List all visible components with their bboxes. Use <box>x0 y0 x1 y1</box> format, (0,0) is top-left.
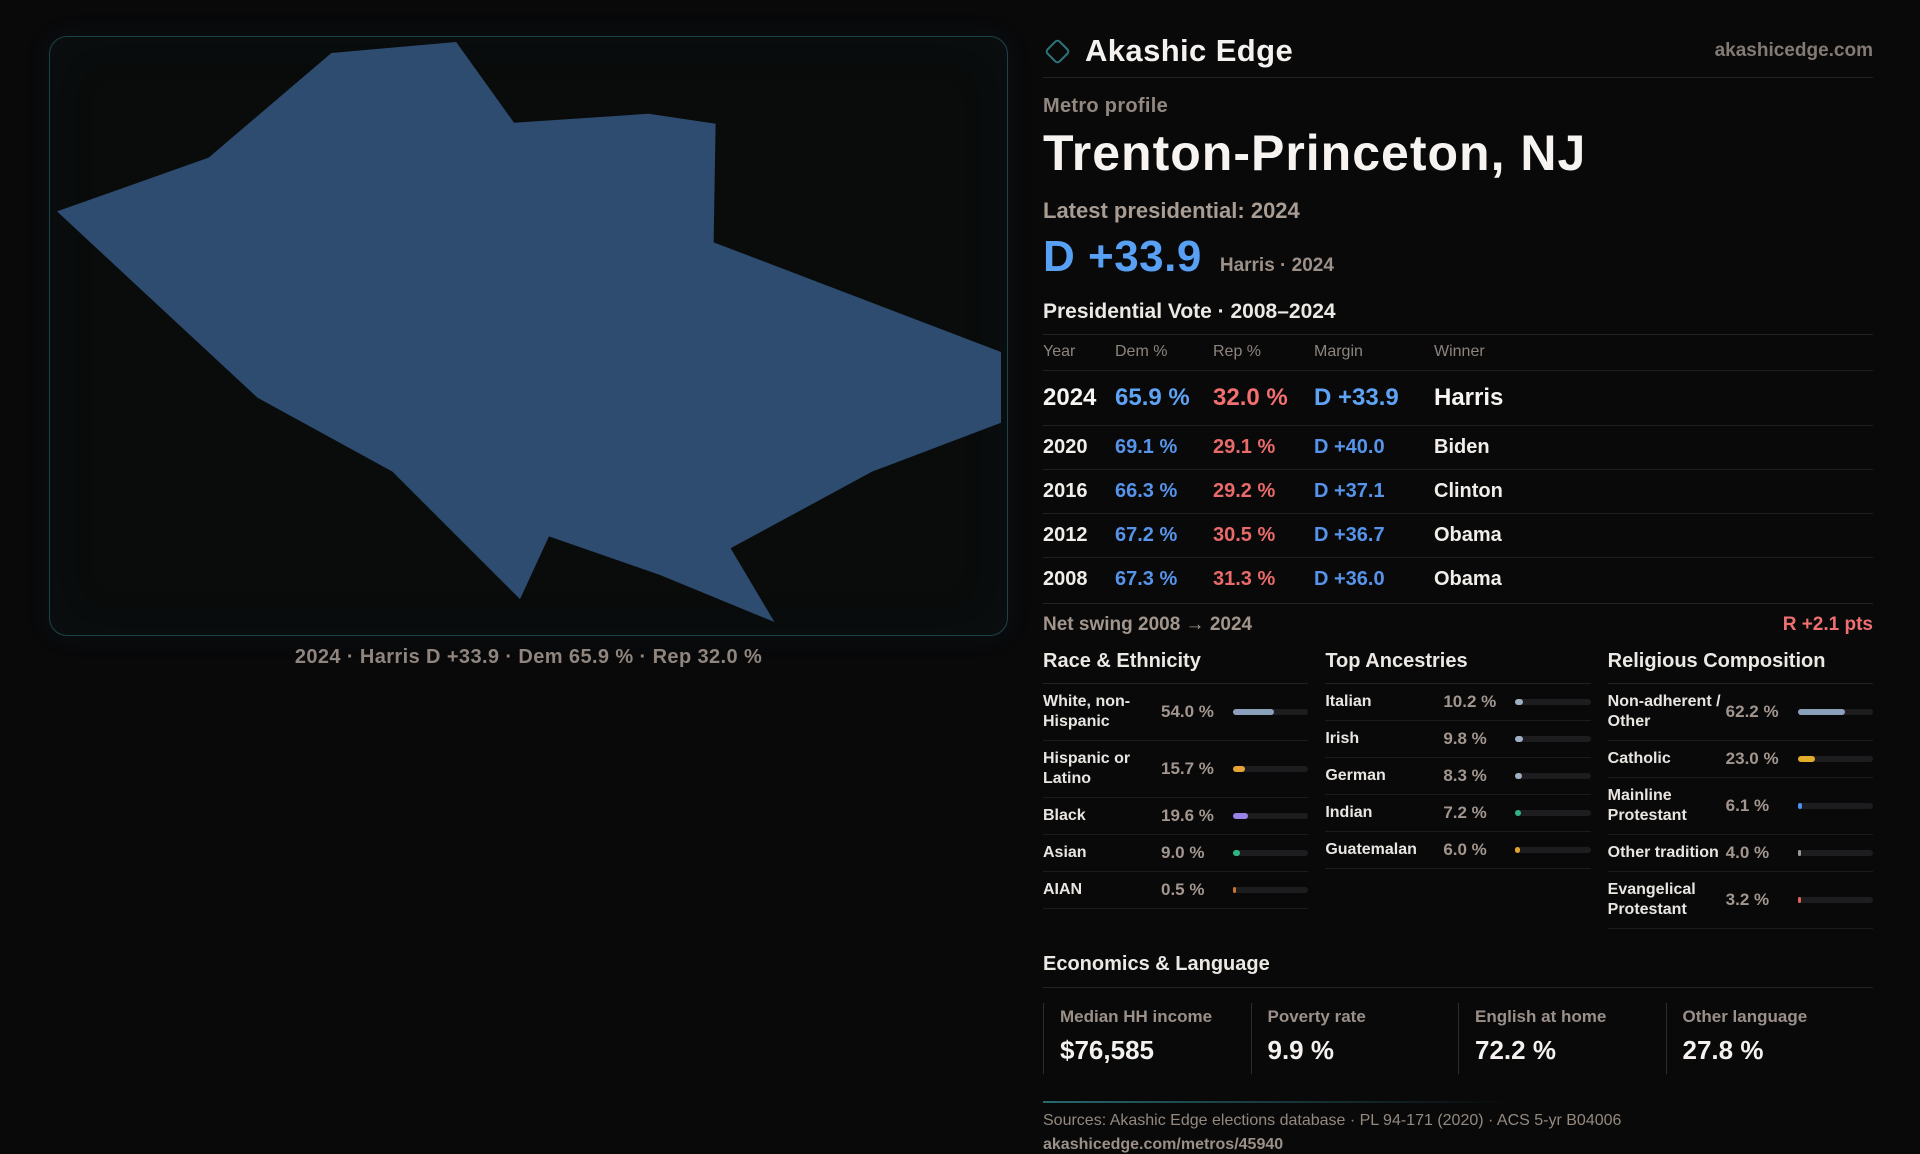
page-title: Trenton-Princeton, NJ <box>1043 125 1587 181</box>
list-item <box>1043 835 1308 872</box>
stat-block <box>1666 1003 1874 1074</box>
stat-bar-track <box>1798 850 1873 856</box>
economics-language-section <box>1043 953 1873 1074</box>
stat-bar-fill <box>1233 813 1248 819</box>
cell-dem: 65.9 % <box>1115 384 1190 411</box>
stat-label: Other language <box>1682 1007 1808 1026</box>
permalink[interactable]: akashicedge.com/metros/45940 <box>1043 1136 1284 1153</box>
stat-bar-track <box>1798 897 1873 903</box>
cell-rep: 29.2 % <box>1213 480 1276 502</box>
list-item <box>1043 798 1308 835</box>
metro-map-card <box>49 36 1008 636</box>
cell-dem: 69.1 % <box>1115 436 1178 458</box>
list-item <box>1325 721 1590 758</box>
list-item <box>1325 684 1590 721</box>
stat-bar-fill <box>1515 699 1523 705</box>
stat-value: 62.2 % <box>1725 702 1779 721</box>
cell-winner: Clinton <box>1434 480 1503 502</box>
cell-rep: 29.1 % <box>1213 436 1276 458</box>
stat-label: Hispanic or Latino <box>1043 750 1131 787</box>
col-rep: Rep % <box>1213 343 1262 360</box>
stat-bar-fill <box>1798 709 1845 715</box>
cell-margin: D +37.1 <box>1314 480 1385 502</box>
metro-map <box>50 37 1007 635</box>
stat-bar-track <box>1233 813 1308 819</box>
stat-bar-fill <box>1798 897 1801 903</box>
stat-bar-fill <box>1798 756 1815 762</box>
list-item <box>1325 795 1590 832</box>
list-item <box>1608 741 1873 778</box>
list-item <box>1608 872 1873 929</box>
stat-value: 6.0 % <box>1443 840 1487 859</box>
stat-value: 4.0 % <box>1725 843 1770 862</box>
stat-bar-track <box>1515 736 1590 742</box>
stat-label: Guatemalan <box>1325 841 1417 858</box>
stat-value: 0.5 % <box>1161 880 1205 899</box>
map-caption: 2024 · Harris D +33.9 · Dem 65.9 % · Rep 32.0 % <box>294 646 763 668</box>
stat-label: Irish <box>1325 730 1360 747</box>
list-item <box>1043 741 1308 798</box>
cell-margin: D +33.9 <box>1314 384 1399 411</box>
stat-label: Black <box>1043 807 1086 824</box>
stat-block <box>1251 1003 1459 1074</box>
stat-block <box>1043 1003 1251 1074</box>
stat-bar-fill <box>1233 887 1236 893</box>
cell-winner: Obama <box>1434 568 1502 590</box>
stat-value: 15.7 % <box>1161 759 1214 778</box>
stat-bar-fill <box>1233 709 1274 715</box>
stat-value: 10.2 % <box>1443 692 1497 711</box>
stat-value: 9.8 % <box>1443 729 1487 748</box>
cell-dem: 66.3 % <box>1115 480 1178 502</box>
headline-margin <box>1043 232 1873 282</box>
stat-value: 9.0 % <box>1161 843 1205 862</box>
section-title: Top Ancestries <box>1325 650 1590 684</box>
col-year: Year <box>1043 343 1076 360</box>
cell-year: 2012 <box>1043 524 1088 546</box>
stat-bar-fill <box>1798 803 1803 809</box>
cell-winner: Harris <box>1434 384 1504 411</box>
list-item <box>1325 832 1590 869</box>
list-item <box>1325 758 1590 795</box>
stat-block <box>1458 1003 1666 1074</box>
stat-bar-fill <box>1515 810 1520 816</box>
metro-shape <box>57 42 1001 622</box>
net-swing-value: R +2.1 pts <box>1782 614 1873 635</box>
cell-dem: 67.3 % <box>1115 568 1178 590</box>
stat-bar-track <box>1798 803 1873 809</box>
stat-value: 8.3 % <box>1443 766 1487 785</box>
col-dem: Dem % <box>1115 343 1168 360</box>
race-ethnicity-section <box>1043 650 1308 929</box>
stat-label: Italian <box>1325 693 1372 710</box>
brand-header <box>1043 30 1873 72</box>
stat-label: Asian <box>1043 844 1087 861</box>
presidential-vote-table <box>1043 334 1873 638</box>
stat-value: 9.9 % <box>1267 1035 1334 1065</box>
stat-value: 3.2 % <box>1725 890 1770 909</box>
col-winner: Winner <box>1434 343 1485 360</box>
stat-value: 27.8 % <box>1682 1035 1764 1065</box>
table-row <box>1043 370 1873 425</box>
religious-composition-section <box>1608 650 1873 929</box>
stat-label: Evangelical Protestant <box>1607 881 1696 918</box>
net-swing-row <box>1043 603 1873 638</box>
headline-margin-context: Harris · 2024 <box>1219 255 1334 276</box>
cell-year: 2024 <box>1043 384 1097 411</box>
stat-value: 19.6 % <box>1161 806 1214 825</box>
cell-margin: D +36.0 <box>1314 568 1385 590</box>
list-item <box>1608 778 1873 835</box>
stat-bar-fill <box>1515 736 1522 742</box>
stat-bar-track <box>1233 766 1308 772</box>
demographics-columns <box>1043 650 1873 929</box>
profile-kicker: Metro profile <box>1043 95 1169 117</box>
footer <box>1043 1101 1873 1154</box>
col-margin: Margin <box>1314 343 1363 360</box>
stat-bar-track <box>1515 773 1590 779</box>
stat-label: Other tradition <box>1607 844 1719 861</box>
stat-value: 6.1 % <box>1725 796 1770 815</box>
stat-label: Catholic <box>1607 750 1671 767</box>
top-ancestries-section <box>1325 650 1590 929</box>
stat-bar-track <box>1515 847 1590 853</box>
stat-bar-fill <box>1798 850 1801 856</box>
stat-bar-track <box>1798 756 1873 762</box>
footer-divider <box>1043 1101 1509 1103</box>
vote-table-title: Presidential Vote · 2008–2024 <box>1043 300 1336 323</box>
brand-name: Akashic Edge <box>1085 33 1294 68</box>
profile-panel <box>1043 30 1873 1154</box>
list-item <box>1043 872 1308 909</box>
cell-year: 2008 <box>1043 568 1088 590</box>
cell-dem: 67.2 % <box>1115 524 1178 546</box>
list-item <box>1043 684 1308 741</box>
cell-rep: 32.0 % <box>1213 384 1288 411</box>
stat-value: 54.0 % <box>1161 702 1214 721</box>
cell-winner: Obama <box>1434 524 1502 546</box>
stat-label: German <box>1325 767 1386 784</box>
header-divider <box>1043 77 1873 78</box>
section-title: Religious Composition <box>1608 650 1873 684</box>
stat-value: 7.2 % <box>1443 803 1487 822</box>
brand-domain-link[interactable]: akashicedge.com <box>1714 40 1873 61</box>
stat-label: AIAN <box>1043 881 1083 898</box>
table-row <box>1043 469 1873 513</box>
section-title: Race & Ethnicity <box>1043 650 1308 684</box>
stat-label: Poverty rate <box>1267 1007 1366 1026</box>
table-row <box>1043 425 1873 469</box>
stat-value: 72.2 % <box>1475 1035 1556 1065</box>
cell-margin: D +36.7 <box>1314 524 1385 546</box>
list-item <box>1608 684 1873 741</box>
stat-bar-fill <box>1515 773 1521 779</box>
table-header-row <box>1043 334 1873 370</box>
headline-margin-value: D +33.9 <box>1043 232 1202 281</box>
stat-bar-fill <box>1233 766 1245 772</box>
brand-diamond-icon <box>1044 38 1071 65</box>
stat-bar-track <box>1515 699 1590 705</box>
net-swing-label: Net swing 2008 → 2024 <box>1043 614 1253 635</box>
cell-margin: D +40.0 <box>1314 436 1385 458</box>
stat-bar-fill <box>1233 850 1240 856</box>
stat-value: 23.0 % <box>1725 749 1779 768</box>
stat-bar-track <box>1233 709 1308 715</box>
cell-rep: 31.3 % <box>1213 568 1276 590</box>
table-row <box>1043 513 1873 557</box>
stat-label: Mainline Protestant <box>1607 787 1687 824</box>
stat-label: White, non-Hispanic <box>1043 693 1131 730</box>
economics-stats <box>1043 1003 1873 1074</box>
stat-bar-track <box>1233 887 1308 893</box>
stat-label: Non-adherent / Other <box>1607 693 1721 730</box>
cell-year: 2016 <box>1043 480 1088 502</box>
stat-bar-track <box>1798 709 1873 715</box>
section-title: Economics & Language <box>1043 953 1873 988</box>
latest-presidential-label: Latest presidential: 2024 <box>1043 198 1300 223</box>
cell-winner: Biden <box>1434 436 1490 458</box>
table-row <box>1043 557 1873 601</box>
cell-year: 2020 <box>1043 436 1088 458</box>
stat-bar-track <box>1515 810 1590 816</box>
list-item <box>1608 835 1873 872</box>
stat-bar-fill <box>1515 847 1520 853</box>
stat-value: $76,585 <box>1060 1035 1154 1065</box>
sources-text: Sources: Akashic Edge elections database · PL 94-171 (2020) · ACS 5-yr B04006 <box>1043 1112 1622 1129</box>
stat-label: English at home <box>1475 1007 1607 1026</box>
stat-bar-track <box>1233 850 1308 856</box>
cell-rep: 30.5 % <box>1213 524 1276 546</box>
stat-label: Median HH income <box>1060 1007 1213 1026</box>
stat-label: Indian <box>1325 804 1373 821</box>
